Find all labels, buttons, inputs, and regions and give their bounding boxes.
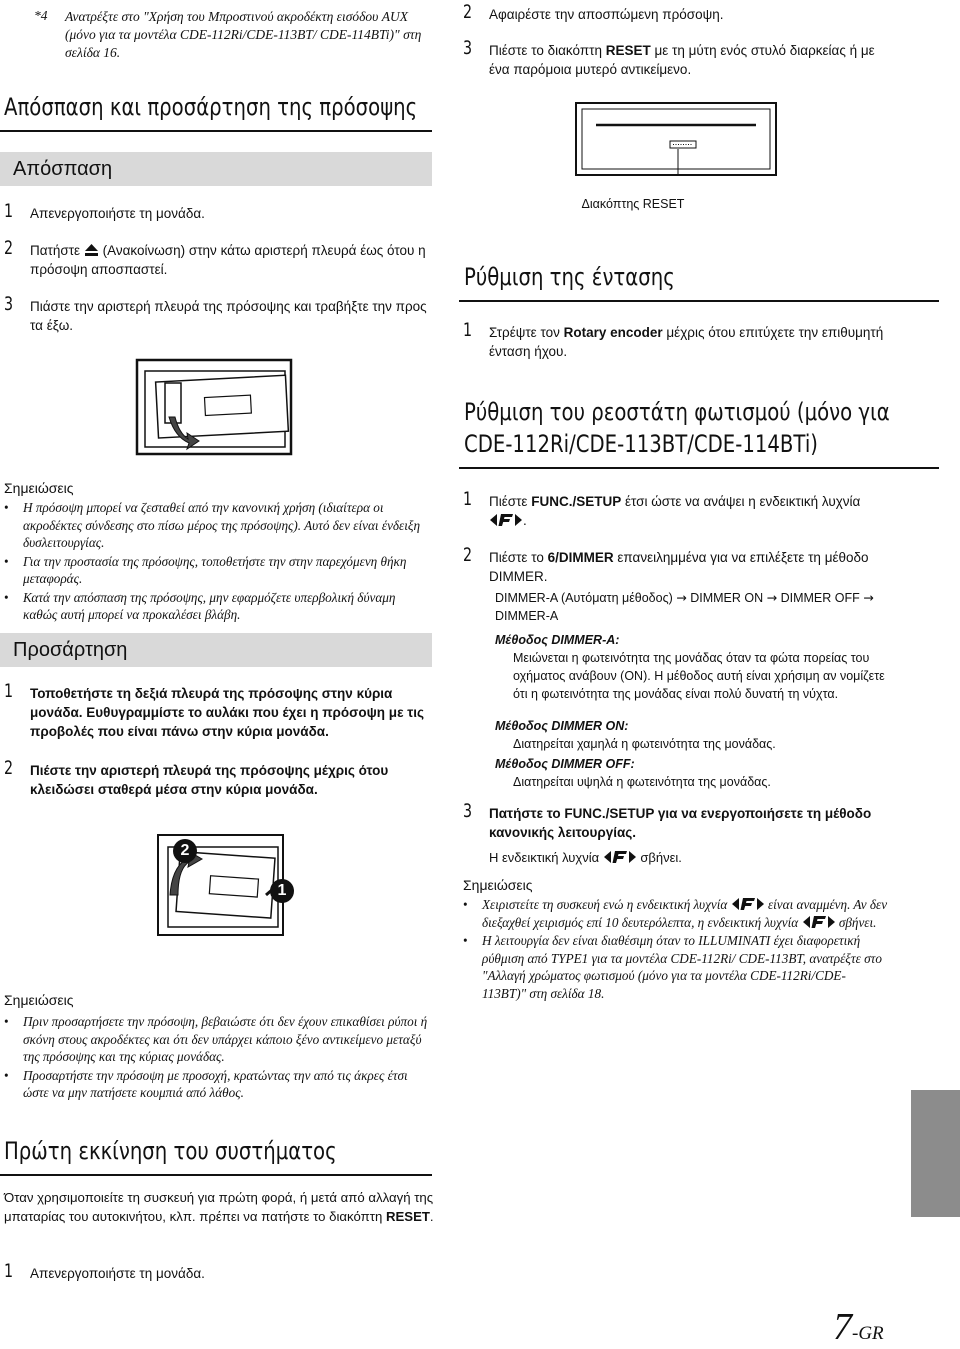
- rotary-bold: Rotary encoder: [563, 325, 663, 340]
- page-number: [833, 1305, 884, 1349]
- step-text: Πιέστε την αριστερή πλευρά της πρόσοψης μέχρις ότου κλειδώσει σταθερά μέσα στην κύρια μονάδα.: [30, 763, 389, 797]
- section-title-detach: Απόσπαση και προσάρτηση της πρόσοψης: [4, 93, 418, 121]
- figure-callout-2: [173, 839, 197, 863]
- func-setup-bold: FUNC./SETUP: [531, 494, 622, 509]
- note-text-a: Χειριστείτε τη συσκευή ενώ η ενδεικτική λυχνία: [482, 897, 728, 912]
- arrow-right-icon: →: [863, 590, 874, 605]
- reset-illustration: [574, 101, 778, 177]
- step-text: Τοποθετήστε τη δεξιά πλευρά της πρόσοψης στην κύρια μονάδα. Ευθυγραμμίστε το αυλάκι που έχει η πρόσοψη με τις προβολές που είναι πάνω στην κύρια μονάδα.: [30, 686, 425, 739]
- indicator-f-icon: [802, 915, 836, 929]
- notes-title: Σημειώσεις: [463, 877, 533, 893]
- step-text-after: μέχρις ότου επιτύχετε την επιθυμητή ένταση ήχου.: [489, 325, 884, 359]
- section-title-rule: [459, 467, 939, 469]
- method-desc: Μειώνεται η φωτεινότητα της μονάδας όταν τα φώτα πορείας του οχήματος ανάβουν (ON). Η μέθοδος αυτή είναι χρήσιμη αν νομίζετε ότι η φωτεινότητα της μονάδας είναι πολύ δυνατή τη νύχτα.: [513, 651, 885, 701]
- step-number: 1: [4, 1260, 14, 1282]
- reset-caption: Διακόπτης RESET: [581, 197, 685, 211]
- step-text: Αφαιρέστε την αποσπώμενη πρόσοψη.: [489, 7, 724, 22]
- note-item: • Για την προστασία της πρόσοψης, τοποθετήστε την στην παρεχόμενη θήκη μεταφοράς.: [4, 553, 428, 588]
- step-text-before: Πιέστε το διακόπτη: [489, 43, 606, 58]
- step-text-before: Πατήστε: [30, 243, 81, 258]
- step-text-after: για να ενεργοποιήσετε τη μέθοδο κανονικής λειτουργίας.: [489, 806, 872, 840]
- section-title-dimmer-line2: CDE-112Ri/CDE-113BT/CDE-114BTi): [464, 430, 818, 458]
- step-text: Απενεργοποιήστε τη μονάδα.: [30, 206, 205, 221]
- reset-bold: RESET: [605, 43, 651, 58]
- indicator-f-icon: [489, 513, 523, 527]
- note-item: • Η λειτουργία δεν είναι διαθέσιμη όταν το ILLUMINATI έχει διαφορετική ρύθμιση από TYPE1 για τα μοντέλα CDE-112Ri/ CDE-113BT, ανατρέξτε στο "Αλλαγή χρώματος φωτισμού (μόνο για τα μοντέλα CDE-112Ri/CDE-113BT)" στη σελίδα 18.: [463, 932, 888, 1002]
- arrow-right-icon: →: [766, 590, 778, 605]
- top-note: [34, 8, 429, 62]
- step-text-after: επανειλημμένα για να επιλέξετε τη μέθοδο DIMMER.: [489, 550, 869, 584]
- section-title-first-start: Πρώτη εκκίνηση του συστήματος: [4, 1137, 337, 1165]
- step-text-after: με τη μύτη ενός στυλό διαρκείας ή με ένα παρόμοια μυτερό αντικείμενο.: [489, 43, 875, 77]
- note-item: • Προσαρτήστε την πρόσοψη με προσοχή, κρατώντας την από τις άκρες έτσι ώστε να μην πατήσετε κουμπιά από λάθος.: [4, 1067, 428, 1102]
- intro-text: Όταν χρησιμοποιείτε τη συσκευή για πρώτη φορά, ή μετά από αλλαγή της μπαταρίας του αυτοκινήτου, κλπ. πρέπει να πατήστε το διακόπτη: [4, 1190, 434, 1224]
- method-name: Μέθοδος DIMMER ON:: [495, 719, 629, 733]
- notes-list: [4, 499, 428, 625]
- page-suffix: -GR: [852, 1323, 884, 1344]
- section-title-rule: [0, 1174, 432, 1176]
- notes-list: [463, 896, 888, 1003]
- step-number: 2: [463, 1, 473, 23]
- step-text-before: Πιέστε το: [489, 550, 548, 565]
- step-number: 2: [4, 237, 14, 259]
- subheading-attach: Προσάρτηση: [0, 633, 432, 667]
- note-marker: *4: [34, 8, 48, 23]
- eject-icon: [84, 243, 99, 257]
- method-desc: Διατηρείται υψηλά η φωτεινότητα της μονάδας.: [513, 775, 771, 789]
- method-desc: Διατηρείται χαμηλά η φωτεινότητα της μονάδας.: [513, 737, 776, 751]
- step-text-after: έτσι ώστε να ανάψει η ενδεικτική λυχνία: [621, 494, 861, 509]
- step-text-before: Πατήστε το: [489, 806, 565, 821]
- cycle-item: DIMMER-A (Αυτόματη μέθοδος): [495, 591, 673, 605]
- method-name: Μέθοδος DIMMER OFF:: [495, 757, 635, 771]
- note-text: Ανατρέξτε στο "Χρήση του Μπροστινού ακροδέκτη εισόδου AUX (μόνο για τα μοντέλα CDE-112Ri/CDE-113BT/ CDE-114BTi)" στη σελίδα 16.: [65, 9, 422, 60]
- callout-label: 2: [180, 842, 190, 859]
- page-num: 7: [833, 1306, 852, 1348]
- callout-label: 1: [277, 882, 287, 899]
- arrow-right-icon: →: [676, 590, 687, 605]
- dimmer-bold: 6/DIMMER: [547, 550, 614, 565]
- figure-callout-1: [270, 879, 294, 903]
- cycle-item: DIMMER ON: [690, 591, 764, 605]
- note-item: • Κατά την απόσπαση της πρόσοψης, μην εφαρμόζετε υπερβολική δύναμη καθώς αυτή μπορεί να προκαλέσει βλάβη.: [4, 589, 428, 624]
- step-number: 2: [463, 544, 473, 566]
- step-text-after: (Ανακοίνωση) στην κάτω αριστερή πλευρά έως ότου η πρόσοψη αποσπαστεί.: [30, 243, 426, 277]
- note-item: • Η πρόσοψη μπορεί να ζεσταθεί από την κανονική χρήση (ιδιαίτερα οι ακροδέκτες σύνδεσης στο πίσω μέρος της πρόσοψης). Αυτό δεν είναι ένδειξη δυσλειτουργίας.: [4, 499, 428, 552]
- indicator-f-icon: [731, 897, 765, 911]
- step-number: 2: [4, 757, 14, 779]
- method-name: Μέθοδος DIMMER-A:: [495, 633, 620, 647]
- notes-title: Σημειώσεις: [4, 480, 74, 496]
- section-title-rule: [0, 130, 432, 132]
- step-number: 1: [4, 200, 14, 222]
- note-item: [463, 896, 888, 931]
- intro-reset: RESET: [385, 1209, 430, 1224]
- step-number: 1: [4, 680, 14, 702]
- step-text-before: Πιέστε: [489, 494, 532, 509]
- dimmer-cycle: [495, 589, 900, 625]
- subheading-remove: Απόσπαση: [0, 152, 432, 186]
- step-number: 3: [463, 37, 473, 59]
- step-number: 1: [463, 319, 473, 341]
- method-dimmer-a: [495, 631, 900, 703]
- step-text: Απενεργοποιήστε τη μονάδα.: [30, 1266, 205, 1281]
- step-note-before: Η ενδεικτική λυχνία: [489, 850, 600, 865]
- section-title-volume: Ρύθμιση της έντασης: [464, 263, 675, 291]
- method-dimmer-on: [495, 717, 900, 753]
- method-dimmer-off: [495, 755, 900, 791]
- step-text: Πιάστε την αριστερή πλευρά της πρόσοψης και τραβήξτε την προς τα έξω.: [30, 299, 427, 333]
- step-note-after: σβήνει.: [640, 850, 682, 865]
- first-start-intro: [4, 1188, 434, 1226]
- step-text-before: Στρέψτε τον: [489, 325, 564, 340]
- note-text-c: σβήνει.: [838, 914, 877, 930]
- intro-end: .: [429, 1209, 434, 1224]
- cycle-item: DIMMER OFF: [780, 591, 860, 605]
- section-title-dimmer-line1: Ρύθμιση του ρεοστάτη φωτισμού (μόνο για: [464, 398, 890, 426]
- notes-title: Σημειώσεις: [4, 992, 74, 1008]
- indicator-f-icon: [603, 850, 637, 864]
- step-number: 3: [463, 800, 473, 822]
- func-setup-bold: FUNC./SETUP: [564, 806, 655, 821]
- step-number: 3: [4, 293, 14, 315]
- note-item: • Πριν προσαρτήσετε την πρόσοψη, βεβαιώστε ότι δεν έχουν επικαθίσει ρύποι ή σκόνη στους ακροδέκτες και ότι δεν υπάρχει κάποιο ξένο αντικείμενο μεταξύ της πρόσοψης και της κύριας μονάδας.: [4, 1013, 428, 1066]
- cycle-item: DIMMER-A: [495, 609, 559, 623]
- note-text-b: είναι αναμμένη. Αν δεν διεξαχθεί χειρισμός επί 10 δευτερόλεπτα, η ενδεικτική λυχνία: [482, 897, 888, 930]
- side-tab: [911, 1090, 960, 1217]
- step-number: 1: [463, 488, 473, 510]
- detach-illustration: [135, 357, 295, 457]
- section-title-rule: [459, 300, 939, 302]
- notes-list: [4, 1013, 428, 1103]
